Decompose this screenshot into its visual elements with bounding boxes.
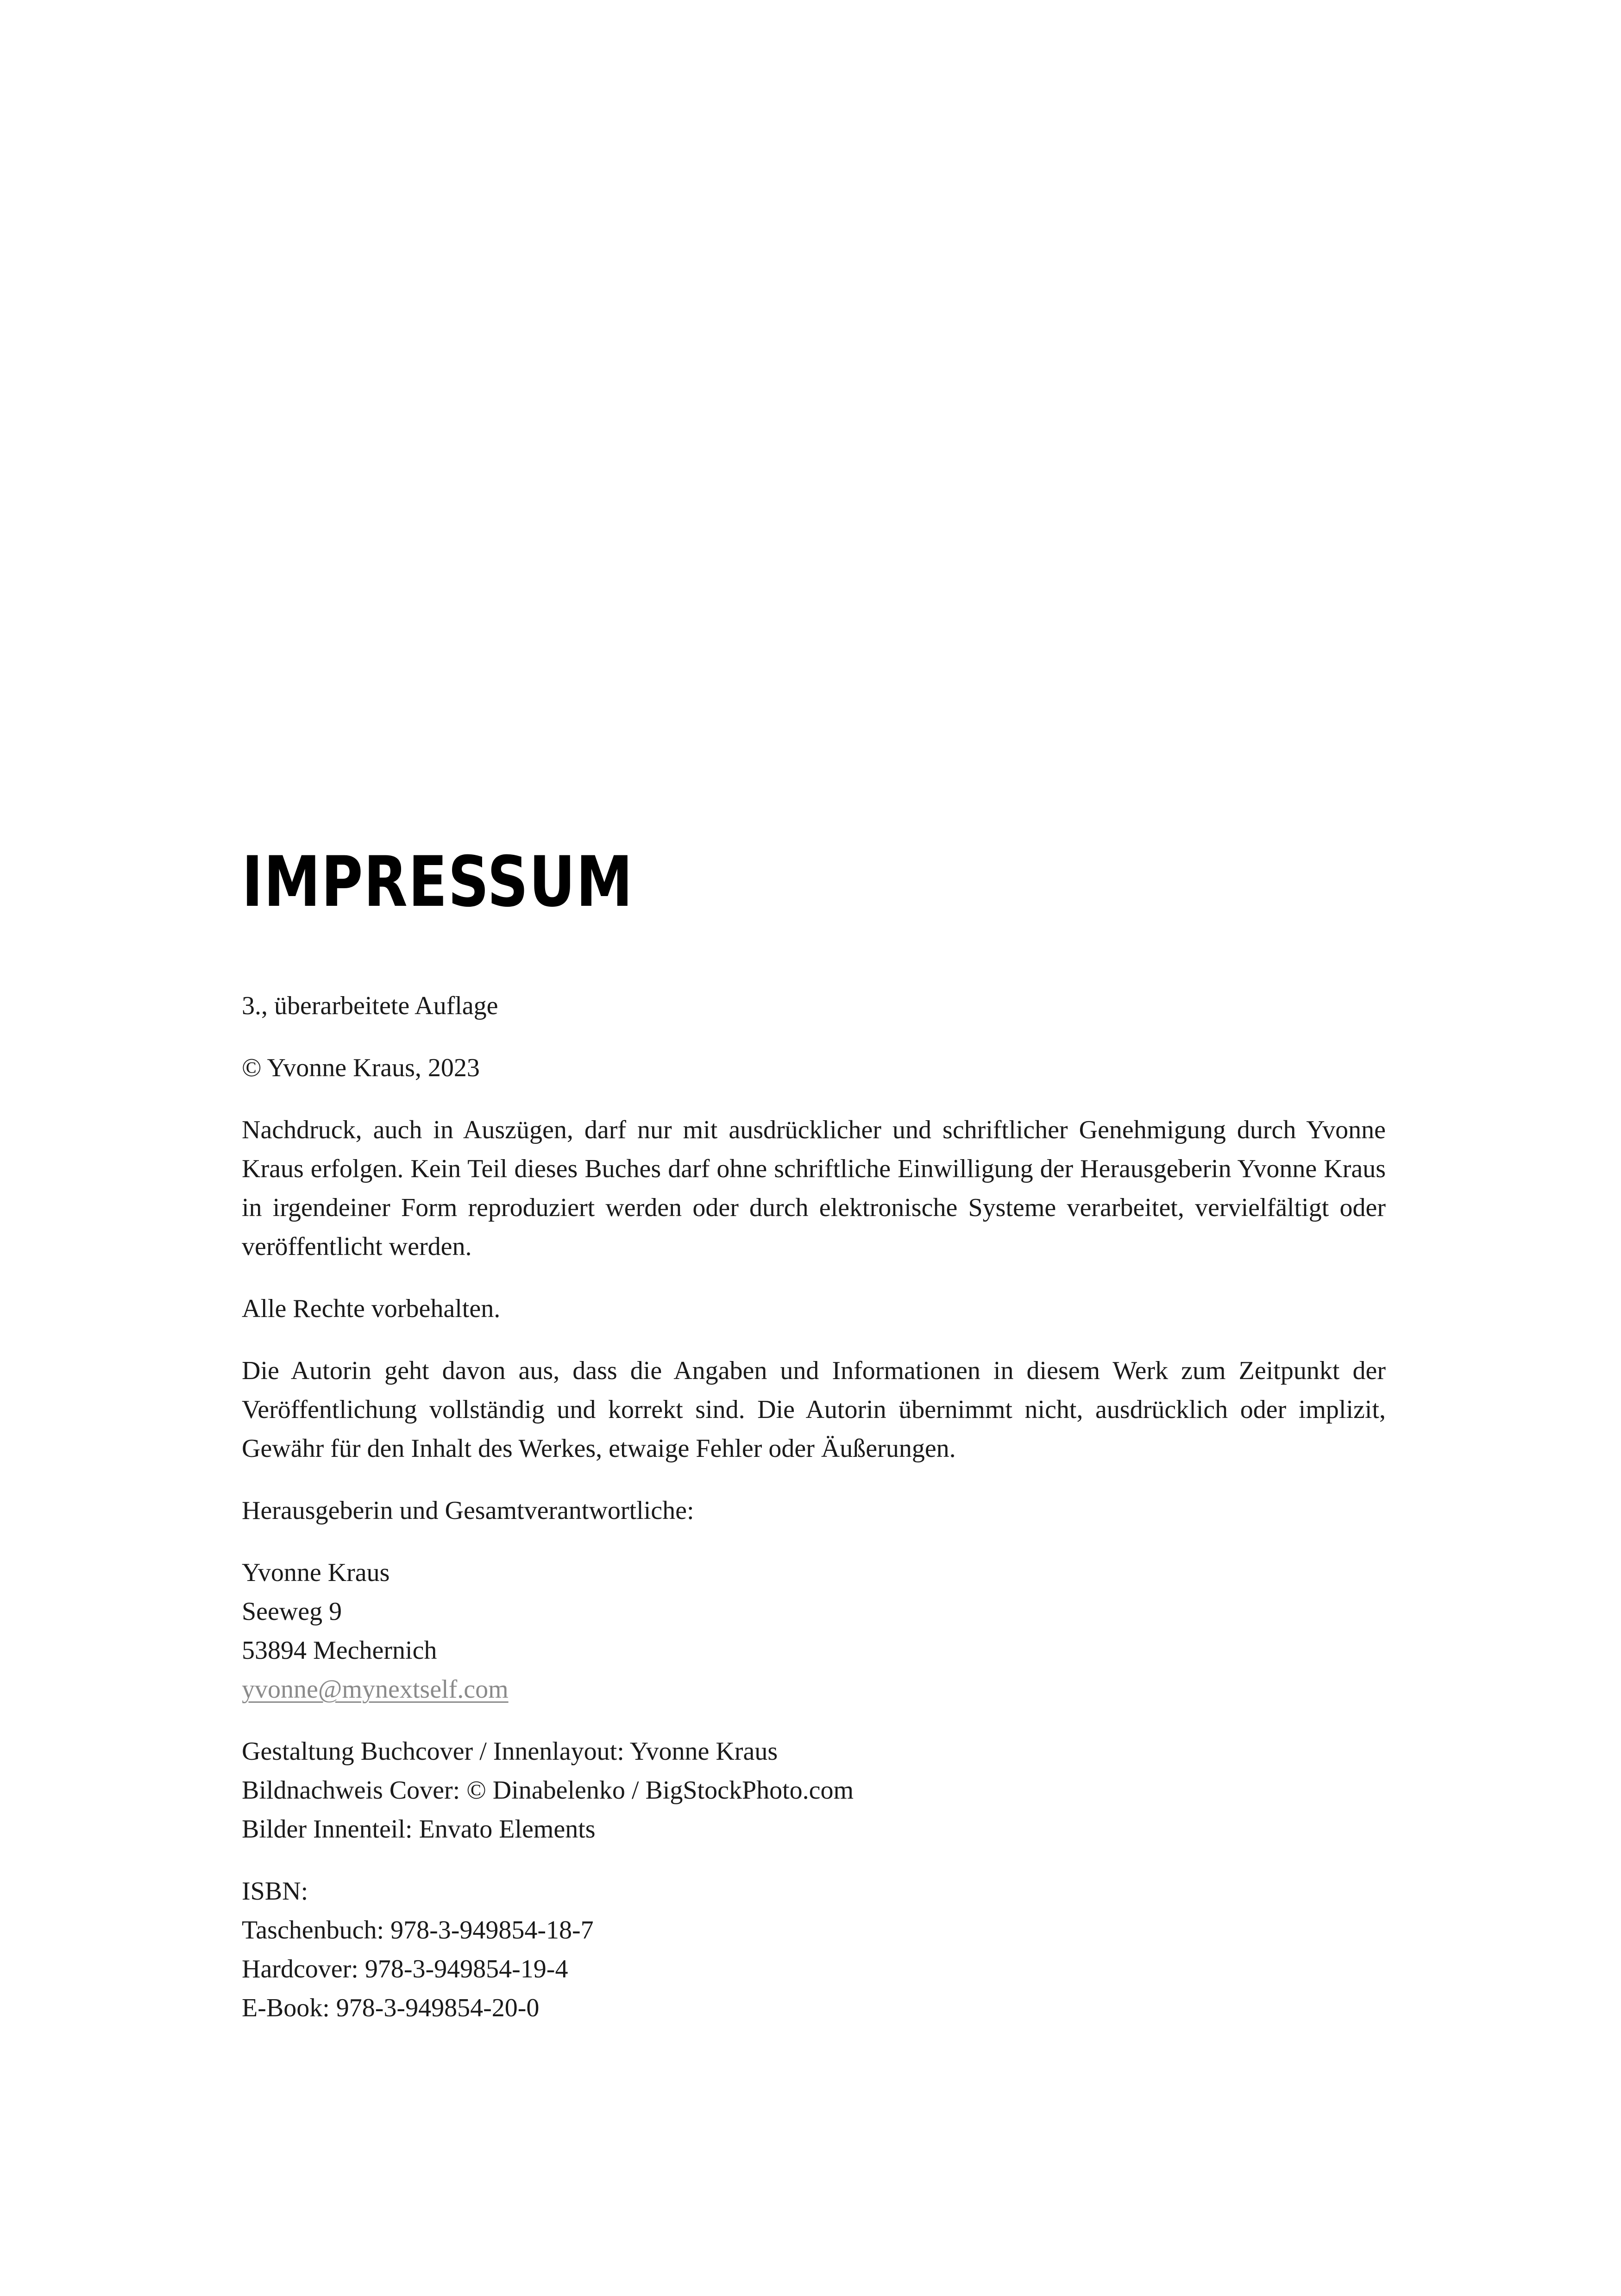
disclaimer-text: Die Autorin geht davon aus, dass die Angaben und Informationen in diesem Werk zum Zeitpunkt der Veröffentlichung vollständig und korrekt sind. Die Autorin übernimmt nicht, ausdrücklich oder implizit, Gewähr für den Inhalt des Werkes, etwaige Fehler oder Äußerungen. <box>242 1356 1386 1463</box>
publisher-street: Seeweg 9 <box>242 1597 342 1626</box>
publisher-address <box>242 1553 1386 1709</box>
isbn-ebook: E-Book: 978-3-949854-20-0 <box>242 1994 540 2022</box>
copyright-text: © Yvonne Kraus, 2023 <box>242 1054 480 1082</box>
isbn-label: ISBN: <box>242 1877 308 1906</box>
isbn-paperback: Taschenbuch: 978-3-949854-18-7 <box>242 1916 594 1945</box>
credit-interior-images: Bilder Innenteil: Envato Elements <box>242 1815 596 1844</box>
publisher-city: 53894 Mechernich <box>242 1636 437 1665</box>
rights-text: Alle Rechte vorbehalten. <box>242 1294 501 1323</box>
page-title: IMPRESSUM <box>242 842 634 922</box>
isbn-block <box>242 1872 1386 2027</box>
publisher-name: Yvonne Kraus <box>242 1558 390 1587</box>
edition-text: 3., überarbeitete Auflage <box>242 991 498 1020</box>
isbn-hardcover: Hardcover: 978-3-949854-19-4 <box>242 1955 568 1983</box>
publisher-heading: Herausgeberin und Gesamtverantwortliche: <box>242 1496 694 1525</box>
credit-cover-image: Bildnachweis Cover: © Dinabelenko / BigStockPhoto.com <box>242 1776 854 1805</box>
credit-design: Gestaltung Buchcover / Innenlayout: Yvonne Kraus <box>242 1737 778 1766</box>
publisher-email-link[interactable]: yvonne@mynextself.com <box>242 1675 509 1704</box>
reprint-notice: Nachdruck, auch in Auszügen, darf nur mit ausdrücklicher und schriftlicher Genehmigung durch Yvonne Kraus erfolgen. Kein Teil dieses Buches darf ohne schriftliche Einwilligung der Herausgeberin Yvonne Kraus in irgendeiner Form reproduziert werden oder durch elektronische Systeme verarbeitet, vervielfältigt oder veröffentlicht werden. <box>242 1116 1386 1261</box>
credits-block <box>242 1732 1386 1849</box>
imprint-page <box>242 842 1386 2051</box>
